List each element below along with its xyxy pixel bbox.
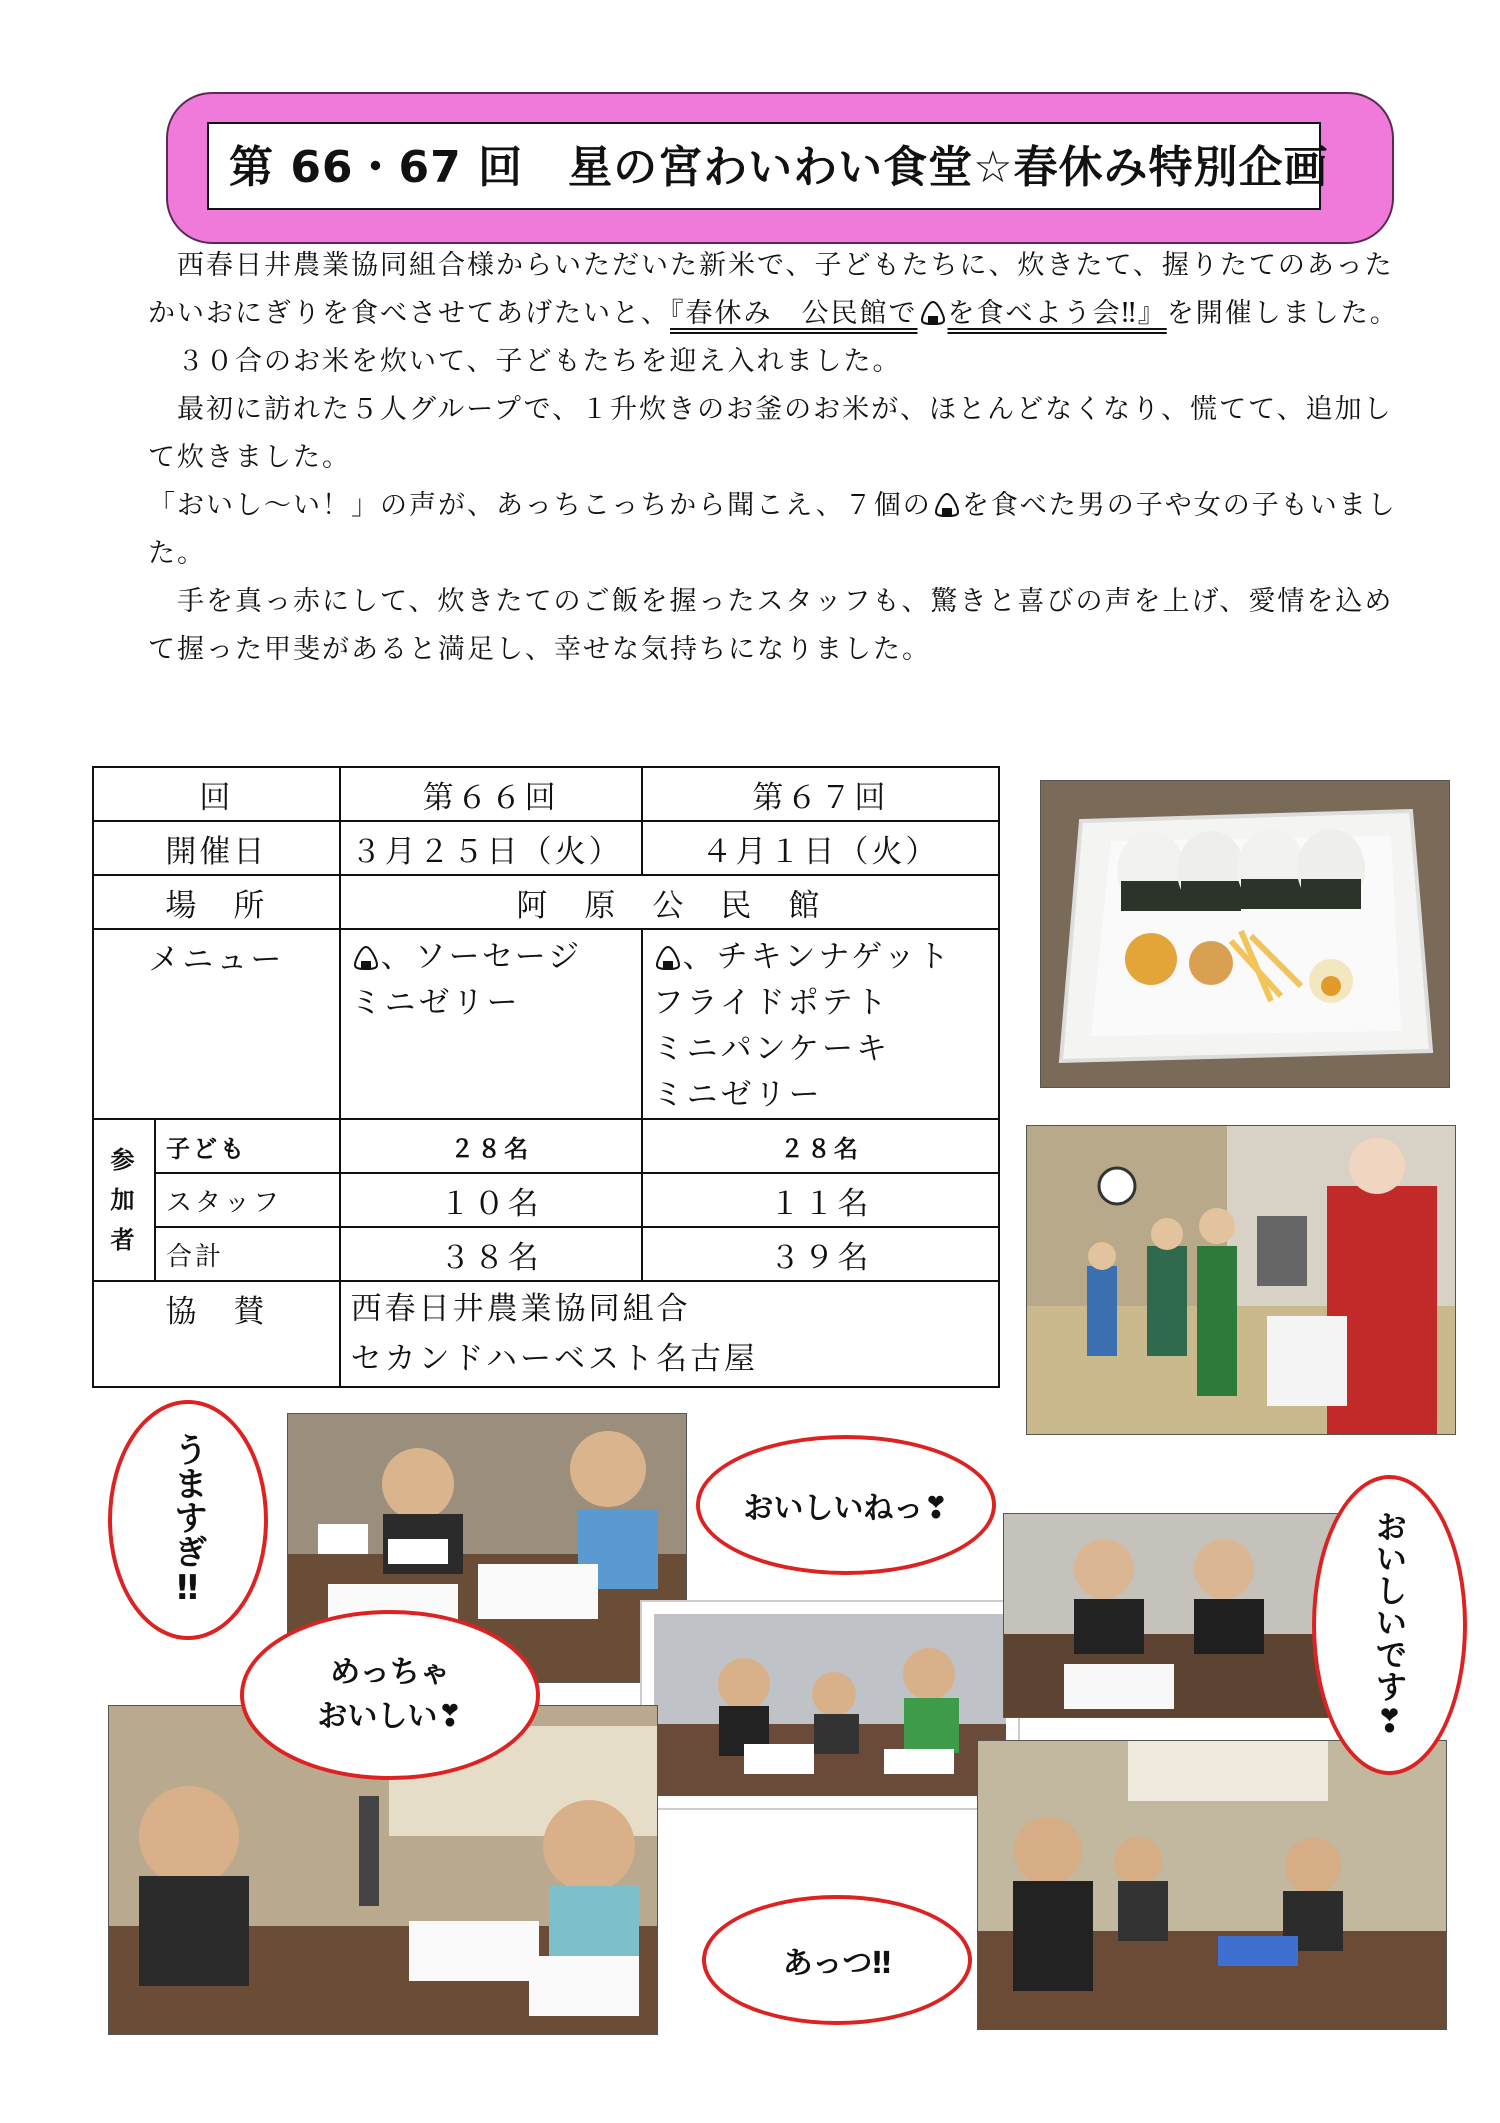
sponsor-label: 協 賛 [93, 1281, 340, 1387]
bubble-umasugi: うますぎ‼ [108, 1400, 268, 1640]
photo-onigiri-tray [1040, 780, 1450, 1088]
menu-66: 、ソーセージ ミニゼリー [340, 929, 642, 1119]
header-kai: 回 [93, 767, 340, 821]
intro-paragraph-2: ３０合のお米を炊いて、子どもたちを迎え入れました。 [148, 346, 902, 377]
total-66: ３８名 [340, 1227, 642, 1281]
onigiri-tray-illustration [1041, 781, 1450, 1088]
menu-label: メニュー [93, 929, 340, 1119]
onigiri-icon [353, 945, 379, 971]
intro-paragraph-3: 最初に訪れた５人グループで、１升炊きのお釜のお米が、ほとんどなくなり、慌てて、追加して炊きました。 [148, 394, 1393, 473]
onigiri-icon [920, 300, 946, 326]
header-67: 第６７回 [642, 767, 999, 821]
photo-three-boys [640, 1600, 1020, 1810]
event-info-table [92, 766, 1000, 1388]
table-row [93, 929, 999, 1119]
girls-posing-illustration [1004, 1514, 1348, 1718]
header-66: 第６６回 [340, 767, 642, 821]
menu-67: 、チキンナゲット フライドポテト ミニパンケーキ ミニゼリー [642, 929, 999, 1119]
table-row [93, 821, 999, 875]
bubble-atsu: あっつ‼ [702, 1895, 972, 2025]
place-label: 場 所 [93, 875, 340, 929]
date-66: ３月２５日（火） [340, 821, 642, 875]
onigiri-icon [655, 945, 681, 971]
children-label: 子ども [155, 1119, 340, 1173]
staff-illustration [1027, 1126, 1456, 1435]
children-67: ２８名 [642, 1119, 999, 1173]
three-boys-illustration [654, 1614, 1006, 1796]
boys-eating-illustration [978, 1741, 1447, 2030]
photo-boys-eating [977, 1740, 1447, 2030]
staff-label: スタッフ [155, 1173, 340, 1227]
staff-66: １０名 [340, 1173, 642, 1227]
total-label: 合計 [155, 1227, 340, 1281]
table-row [93, 1173, 999, 1227]
place-value: 阿 原 公 民 館 [340, 875, 999, 929]
intro-paragraph-4: 「おいし～い！」の声が、あっちこっちから聞こえ、７個の を食べた男の子や女の子もいました。 [148, 490, 1397, 569]
intro-paragraph-5: 手を真っ赤にして、炊きたてのご飯を握ったスタッフも、驚きと喜びの声を上げ、愛情を込めて握った甲斐があると満足し、幸せな気持ちになりました。 [148, 586, 1394, 665]
table-row [93, 1227, 999, 1281]
table-row [93, 875, 999, 929]
bubble-meccha: めっちゃ おいしい❣ [240, 1610, 540, 1780]
event-name: 『春休み 公民館で を食べよう会‼』 [670, 298, 1167, 329]
photo-staff-serving [1026, 1125, 1456, 1435]
intro-paragraph-1: 西春日井農業協同組合様からいただいた新米で、子どもたちに、炊きたて、握りたてのあったかいおにぎりを食べさせてあげたいと、『春休み 公民館で を食べよう会‼』を開催しました。 [148, 250, 1399, 329]
total-67: ３９名 [642, 1227, 999, 1281]
children-66: ２８名 [340, 1119, 642, 1173]
table-row [93, 767, 999, 821]
table-row [93, 1281, 999, 1387]
sponsor-list: 西春日井農業協同組合 セカンドハーベスト名古屋 [340, 1281, 999, 1387]
page-title: 第 66・67 回 星の宮わいわい食堂☆春休み特別企画 [207, 122, 1321, 210]
participants-label: 参 加 者 [93, 1119, 155, 1281]
photo-girls-posing [1003, 1513, 1348, 1718]
date-label: 開催日 [93, 821, 340, 875]
onigiri-icon [934, 492, 960, 518]
bubble-oishiine: おいしいねっ❣ [696, 1435, 996, 1575]
table-row [93, 1119, 999, 1173]
intro-text [148, 242, 1420, 674]
date-67: ４月１日（火） [642, 821, 999, 875]
bubble-oishiidesu: おいしいです❣ [1312, 1475, 1467, 1775]
staff-67: １１名 [642, 1173, 999, 1227]
